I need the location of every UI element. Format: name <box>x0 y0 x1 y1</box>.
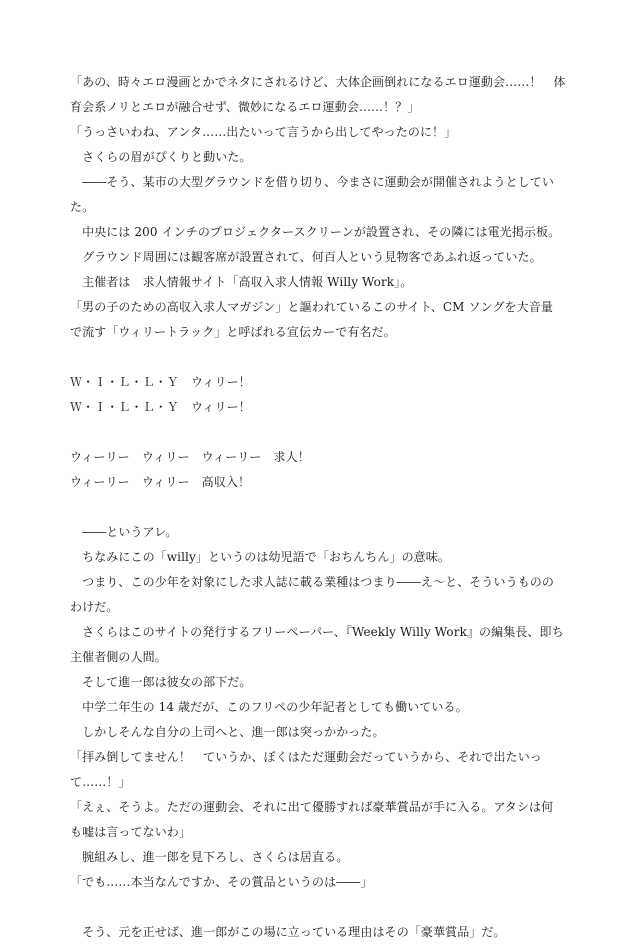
text-line: 主催者は 求人情報サイト「高収入求人情報 Willy Work」。 <box>70 275 413 289</box>
text-line: さくらはこのサイトの発行するフリーペーパー、『Weekly Willy Work』の編集長、即ち <box>70 625 564 639</box>
text-line: そう、元を正せば、進一郎がこの場に立っている理由はその「豪華賞品」だ。 <box>70 925 506 939</box>
text-line: 「でも……本当なんですか、その賞品というのは――」 <box>70 875 373 889</box>
text-line: ――というアレ。 <box>70 525 178 539</box>
text-line: さくらの眉がぴくりと動いた。 <box>70 150 252 164</box>
jingle-line: ウィーリー ウィリー ウィーリー 求人！ <box>70 450 310 464</box>
text-line: そして進一郎は彼女の部下だ。 <box>70 675 252 689</box>
text-line: 腕組みし、進一郎を見下ろし、さくらは居直る。 <box>70 850 349 864</box>
text-line: ちなみにこの「willy」というのは幼児語で「おちんちん」の意味。 <box>70 550 450 564</box>
jingle-line: Ｗ・Ｉ・Ｌ・Ｌ・Ｙ ウィリー！ <box>70 400 251 414</box>
blank-line <box>70 420 575 445</box>
text-line: 中学二年生の 14 歳だが、このフリペの少年記者としても働いている。 <box>70 700 468 714</box>
text-line: 育会系ノリとエロが融合せず、微妙になるエロ運動会……！？」 <box>70 100 420 114</box>
jingle-line: Ｗ・Ｉ・Ｌ・Ｌ・Ｙ ウィリー！ <box>70 375 251 389</box>
text-line: 「えぇ、そうよ。ただの運動会、それに出て優勝すれば豪華賞品が手に入る。アタシは何 <box>70 800 554 814</box>
text-line: グラウンド周囲には観客席が設置されて、何百人という見物客であふれ返っていた。 <box>70 250 542 264</box>
text-line: で流す「ウィリートラック」と呼ばれる宣伝カーで有名だ。 <box>70 325 396 339</box>
text-line: 「男の子のための高収入求人マガジン」と謳われているこのサイト、CM ソングを大音量 <box>70 300 553 314</box>
text-line: ――そう、某市の大型グラウンドを借り切り、今まさに運動会が開催されようとしてい <box>70 175 555 189</box>
blank-line <box>70 895 575 920</box>
text-line: 「うっさいわね、アンタ……出たいって言うから出してやったのに！」 <box>70 125 457 139</box>
text-line: しかしそんな自分の上司へと、進一郎は突っかかった。 <box>70 725 385 739</box>
text-line: つまり、この少年を対象にした求人誌に載る業種はつまり――え～と、そういうものの <box>70 575 555 589</box>
text-line: 「拝み倒してません！ ていうか、ぼくはただ運動会だっていうから、それで出たいっ <box>70 750 542 764</box>
text-line: も嘘は言ってないわ」 <box>70 825 192 839</box>
text-line: わけだ。 <box>70 600 119 614</box>
text-line: 主催者側の人間。 <box>70 650 167 664</box>
text-line: 中央には 200 インチのプロジェクタースクリーンが設置され、その隣には電光掲示板。 <box>70 225 561 239</box>
blank-line <box>70 495 575 520</box>
text-line: 「あの、時々エロ漫画とかでネタにされるけど、大体企画倒れになるエロ運動会……！ 体 <box>70 75 566 89</box>
text-line: た。 <box>70 200 95 214</box>
document-page <box>70 70 575 945</box>
text-line: て……！」 <box>70 775 131 789</box>
blank-line <box>70 345 575 370</box>
jingle-line: ウィーリー ウィリー 高収入！ <box>70 475 251 489</box>
